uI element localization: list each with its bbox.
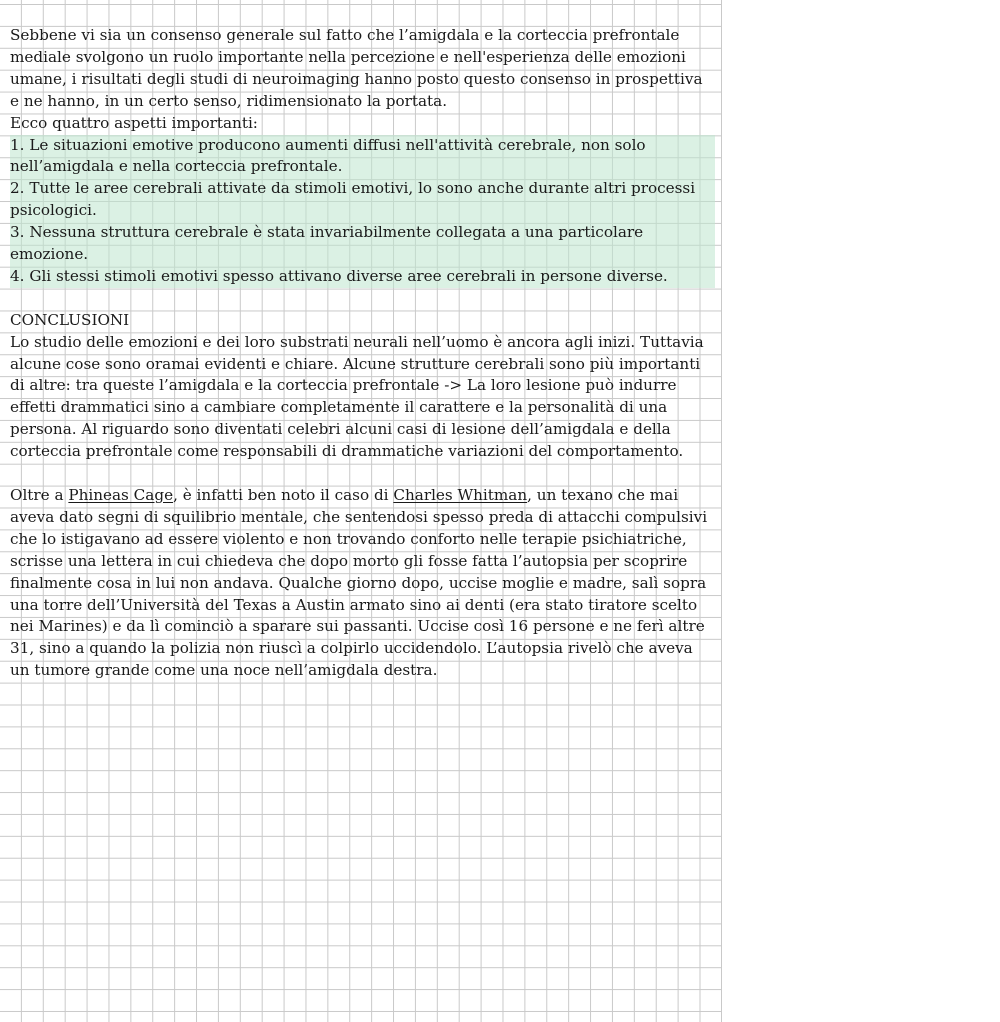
charles-whitman-link[interactable]: Charles Whitman [393, 486, 528, 504]
intro-paragraph: Sebbene vi sia un consenso generale sul fatto che l’amigdala e la corteccia prefrontale mediale svolgono un ruolo importante nella percezione e nell'esperienza delle emozioni umane, i risultati degli studi di neuroimaging hanno posto questo consenso in prospettiva e ne hanno, in un certo senso, ridimensionato la portata. [10, 26, 703, 110]
case-middle: , è infatti ben noto il caso di [173, 486, 394, 504]
whitman-paragraph [10, 485, 715, 682]
note-text[interactable] [10, 25, 715, 682]
conclusions-paragraph: Lo studio delle emozioni e dei loro substrati neurali nell’uomo è ancora agli inizi. Tuttavia alcune cose sono oramai evidenti e chiare. Alcune strutture cerebrali sono più importanti di altre: tra queste l’amigdala e la corteccia prefrontale -> La loro lesione può indurre effetti drammatici sino a cambiare completamente il carattere e la personalità di una persona. Al riguardo sono diventati celebri alcuni casi di lesione dell’amigdala e della corteccia prefrontale come responsabili di drammatiche variazioni del comportamento. [10, 332, 704, 461]
case-rest: , un texano che mai aveva dato segni di squilibrio mentale, che sentendosi spesso preda di attacchi compulsivi che lo istigavano ad essere violento e non trovando conforto nelle terapie psichiatriche, scrisse una lettera in cui chiedeva che dopo morto gli fosse fatta l’autopsia per scoprire finalmente cosa in lui non andava. Qualche giorno dopo, uccise moglie e madre, salì sopra una torre dell’Università del Texas a Austin armato sino ai denti (era stato tiratore scelto nei Marines) e da lì cominciò a sparare sui passanti. Uccise così 16 persone e ne ferì altre 31, sino a quando la polizia non riuscì a colpirlo uccidendolo. L’autopsia rivelò che aveva un tumore grande come una noce nell’amigdala destra. [10, 486, 708, 680]
aspects-heading: Ecco quattro aspetti importanti: [10, 113, 258, 132]
aspect-item-4: 4. Gli stessi stimoli emotivi spesso attivano diverse aree cerebrali in persone diverse. [10, 266, 715, 288]
conclusions-heading: CONCLUSIONI [10, 310, 130, 329]
spacer [10, 463, 715, 485]
aspect-item-3: 3. Nessuna struttura cerebrale è stata invariabilmente collegata a una particolare emozione. [10, 222, 715, 266]
spacer [10, 288, 715, 310]
case-prefix: Oltre a [10, 486, 69, 504]
phineas-cage-link[interactable]: Phineas Cage [68, 486, 174, 504]
aspect-item-1: 1. Le situazioni emotive producono aumenti diffusi nell'attività cerebrale, non solo nell’amigdala e nella corteccia prefrontale. [10, 135, 715, 179]
aspect-item-2: 2. Tutte le aree cerebrali attivate da stimoli emotivi, lo sono anche durante altri processi psicologici. [10, 178, 715, 222]
